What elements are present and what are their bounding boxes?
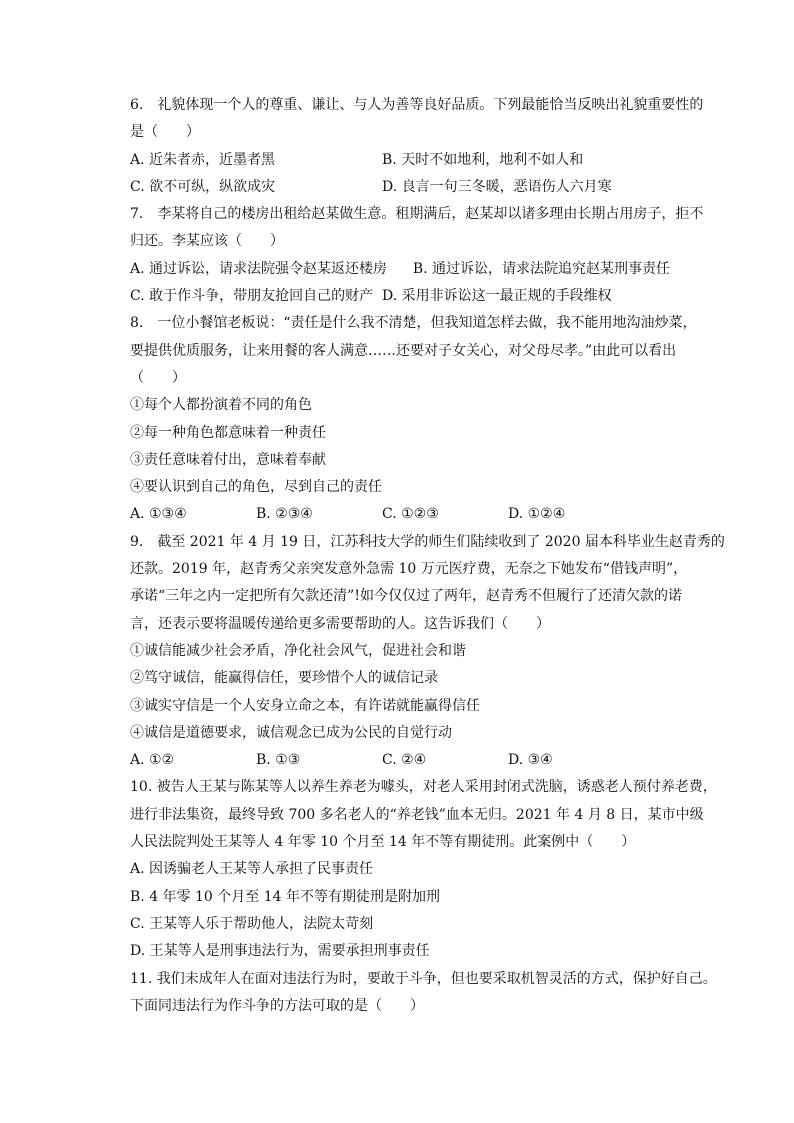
question-8-option-b: B. ②③④ [256,506,313,523]
question-7-option-b: B. 通过诉讼，请求法院追究赵某刑事责任 [412,260,670,277]
question-9-stem-line-2: 还款。2019 年，赵青秀父亲突发意外急需 10 万元医疗费，无奈之下她发布“借钱声明”， [130,561,688,578]
question-11 [130,966,717,1021]
question-6-options-row-2 [130,174,670,201]
question-6-option-b: B. 天时不如地利，地利不如人和 [382,151,584,168]
question-6-option-a: A. 近朱者赤，近墨者黑 [130,151,276,168]
question-6-option-c: C. 欲不可纵，纵欲成灾 [130,178,276,195]
question-9-option-a: A. ①② [130,752,175,769]
question-9-option-b: B. ①③ [256,752,301,769]
question-9-statement-3: ③诚实守信是一个人安身立命之本，有许诺就能赢得信任 [130,697,480,714]
question-9-stem-line-4: 言，还表示要将温暖传递给更多需要帮助的人。这告诉我们（ ） [130,615,550,632]
question-6-stem-line-1: 6. 礼貌体现一个人的尊重、谦让、与人为善等良好品质。下列最能恰当反映出礼貌重要性的 [130,97,704,113]
question-8-statement-3: ③责任意味着付出，意味着奉献 [130,451,326,468]
question-6-options-row-1 [130,147,670,174]
question-10-stem-line-2: 进行非法集资，最终导致 700 多名老人的“养老钱”血本无归。2021 年 4 月 8 日，某市中级 [130,806,704,823]
question-10-stem-line-1: 10. 被告人王某与陈某等人以养生养老为噱头，对老人采用封闭式洗脑，诱惑老人预付养老费， [130,779,717,796]
question-8-stem-line-1: 8. 一位小餐馆老板说：“责任是什么我不清楚，但我知道怎样去做，我不能用地沟油炒菜， [130,315,697,332]
question-10-option-a: A. 因诱骗老人王某等人承担了民事责任 [130,861,374,878]
question-10-option-c: C. 王某等人乐于帮助他人，法院太苛刻 [130,915,374,932]
question-8-stem-line-2: 要提供优质服务，让来用餐的客人满意……还要对子女关心，对父母尽孝。”由此可以看出 [130,342,677,359]
question-7-option-a: A. 通过诉讼，请求法院强令赵某返还楼房 [130,260,388,277]
question-8 [130,310,697,528]
question-7-option-d: D. 采用非诉讼这一最正规的手段维权 [382,288,612,305]
question-7-stem-line-2: 归还。李某应该（ ） [130,233,284,250]
question-6-stem-line-2: 是（ ） [130,124,200,141]
question-9-stem-line-3: 承诺“三年之内一定把所有欠款还清”!如今仅仅过了两年，赵青秀不但履行了还清欠款的诺 [130,588,682,605]
question-8-stem-line-3: （ ） [130,369,186,386]
question-9-options-row [130,747,670,774]
question-10-option-b: B. 4 年零 10 个月至 14 年不等有期徒刑是附加刑 [130,888,440,905]
question-11-stem-line-2: 下面同违法行为作斗争的方法可取的是（ ） [130,997,424,1014]
question-9-option-c: C. ②④ [382,752,427,769]
question-8-option-c: C. ①②③ [382,506,439,523]
question-9-statement-2: ②笃守诚信，能赢得信任，要珍惜个人的诚信记录 [130,670,438,687]
question-10-stem-line-3: 人民法院判处王某等人 4 年零 10 个月至 14 年不等有期徒刑。此案例中（ ） [130,834,636,851]
question-8-statement-2: ②每一种角色都意味着一种责任 [130,424,326,441]
question-10-option-d: D. 王某等人是刑事违法行为，需要承担刑事责任 [130,943,430,960]
question-8-option-a: A. ①③④ [130,506,187,523]
question-8-statement-1: ①每个人都扮演着不同的角色 [130,397,312,414]
question-7-stem-line-1: 7. 李某将自己的楼房出租给赵某做生意。租期满后，赵某却以诸多理由长期占用房子，拒不 [130,206,704,223]
question-9-stem-line-1: 9. 截至 2021 年 4 月 19 日，江苏科技大学的师生们陆续收到了 2020 届本科毕业生赵青秀的 [130,533,725,550]
question-9-option-d: D. ③④ [508,752,553,769]
question-list [130,92,725,1020]
question-9 [130,529,725,775]
question-6-option-d: D. 良言一句三冬暖，恶语伤人六月寒 [382,178,612,195]
question-7 [130,201,704,310]
question-7-option-c: C. 敢于作斗争，带朋友抢回自己的财产 [130,288,374,305]
question-9-statement-4: ④诚信是道德要求，诚信观念已成为公民的自觉行动 [130,724,452,741]
question-7-options-row-1 [130,256,670,283]
question-8-options-row [130,501,670,528]
question-8-statement-4: ④要认识到自己的角色，尽到自己的责任 [130,479,382,496]
question-8-option-d: D. ①②④ [508,506,566,523]
question-11-stem-line-1: 11. 我们未成年人在面对违法行为时，要敢于斗争，但也要采取机智灵活的方式，保护好自己。 [130,970,717,987]
question-10 [130,774,717,965]
question-7-options-row-2 [130,283,670,310]
question-9-statement-1: ①诚信能减少社会矛盾，净化社会风气，促进社会和谐 [130,642,466,659]
question-6 [130,92,704,201]
